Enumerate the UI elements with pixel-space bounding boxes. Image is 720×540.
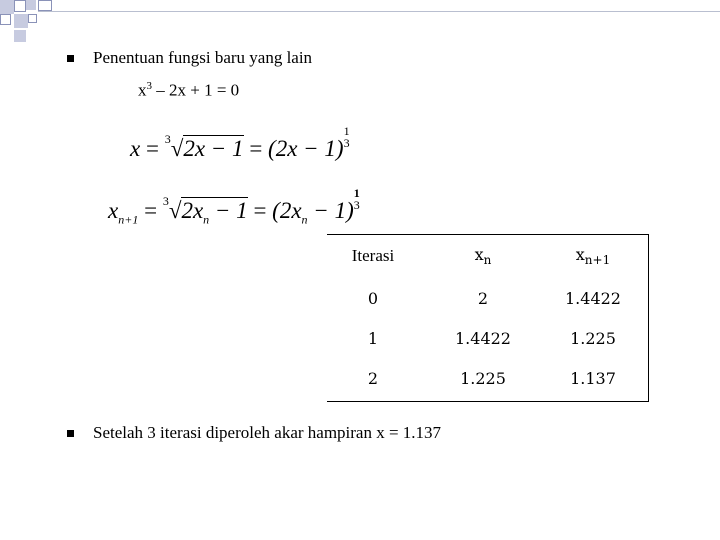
radical-sign: √ [168, 198, 182, 223]
bullet-marker [67, 55, 74, 62]
deco-square [14, 30, 26, 42]
cell-iterasi: 1 [367, 328, 379, 348]
formula2-exponent [354, 187, 360, 211]
table-row [318, 278, 648, 318]
table-border-gap [317, 401, 327, 403]
cell-xn1: 1.137 [570, 368, 616, 388]
formula1-exp-den: 3 [343, 136, 350, 150]
deco-square [14, 0, 26, 12]
cubic-equation [138, 80, 239, 101]
formula1-lhs: x [130, 136, 141, 161]
formula2-paren-sub: n [301, 212, 308, 227]
cell-xn1: 1.225 [570, 328, 616, 348]
table-border-gap [317, 233, 319, 403]
formula1-exponent [344, 125, 350, 149]
formula2-root-index: 3 [162, 194, 169, 209]
header-xn1-label: x [575, 244, 585, 264]
formula2-exp-num: 1 [353, 186, 360, 200]
iteration-function-formula [130, 124, 350, 162]
deco-square [14, 14, 28, 28]
formula1-paren-expr: (2x − 1) [268, 136, 344, 161]
header-line [38, 11, 720, 12]
header-xn-label: x [474, 244, 484, 264]
header-xn1-sub: n+1 [584, 253, 611, 268]
header-xn-sub: n [483, 253, 492, 268]
formula2-radicand-a: 2x [181, 198, 204, 223]
eq-rest: – 2x + 1 = 0 [152, 80, 240, 100]
formula2-lhs-sub: n+1 [118, 212, 139, 227]
formula2-paren-a: (2x [272, 198, 302, 223]
corner-decoration [0, 0, 150, 50]
bullet-text: Penentuan fungsi baru yang lain [93, 48, 313, 67]
table-header-row [318, 234, 648, 278]
cell-iterasi: 0 [367, 288, 379, 308]
formula1-radicand: 2x − 1 [183, 136, 244, 161]
table-row [318, 358, 648, 398]
eq-exponent: 3 [146, 80, 152, 92]
table-row [318, 318, 648, 358]
cell-xn: 2 [477, 288, 489, 308]
cell-xn1: 1.4422 [565, 288, 621, 308]
formula1-exp-num: 1 [343, 124, 350, 138]
header-xn1 [538, 234, 648, 278]
formula1-eq: = [145, 136, 159, 161]
formula2-paren [272, 198, 354, 227]
header-xn [428, 234, 538, 278]
table-border-gap [317, 233, 327, 235]
formula2-radicand-b: − 1 [209, 198, 248, 223]
cell-iterasi: 2 [367, 368, 379, 388]
cell-xn: 1.225 [460, 368, 506, 388]
formula2-eq2: = [253, 198, 267, 223]
iteration-scheme-formula [108, 186, 360, 228]
deco-square [26, 0, 36, 10]
formula2-exp-den: 3 [353, 198, 360, 212]
deco-square [38, 0, 52, 11]
formula1-root-index: 3 [164, 132, 171, 147]
bullet-marker [67, 430, 74, 437]
formula2-radicand [181, 197, 248, 227]
iteration-table [318, 234, 648, 398]
deco-square [28, 14, 37, 23]
radical-sign: √ [170, 136, 184, 161]
eq-lead: x [138, 80, 147, 100]
conclusion-text: Setelah 3 iterasi diperoleh akar hampiran x = 1.137 [93, 423, 442, 442]
deco-square [0, 0, 14, 14]
formula2-lhs: x [108, 198, 119, 223]
formula2-paren-b: − 1) [307, 198, 354, 223]
deco-square [0, 14, 11, 25]
formula2-eq: = [144, 198, 158, 223]
formula2-radicand-sub: n [203, 212, 210, 227]
header-iterasi: Iterasi [351, 246, 395, 265]
cell-xn: 1.4422 [455, 328, 511, 348]
formula1-eq2: = [249, 136, 263, 161]
